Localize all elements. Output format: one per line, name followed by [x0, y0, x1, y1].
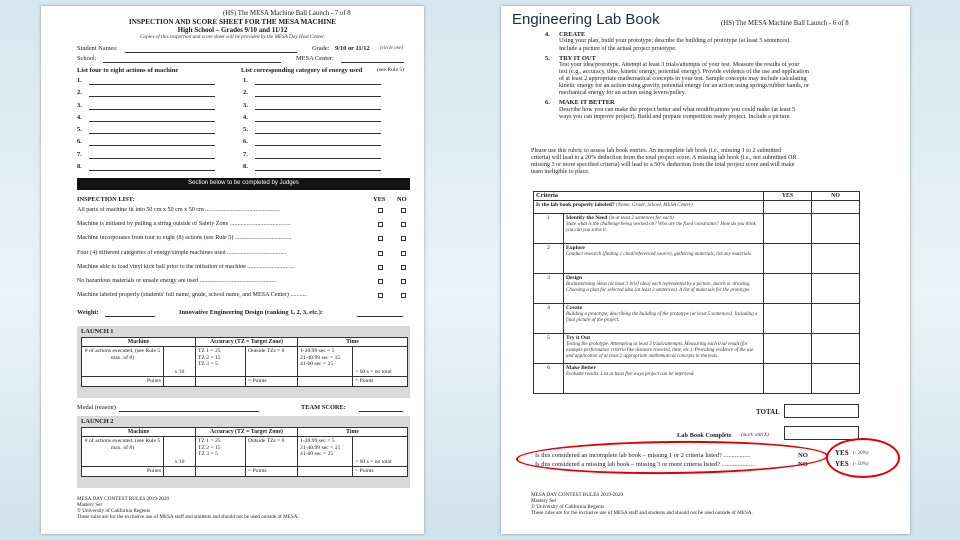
row-number: 7. — [77, 150, 82, 158]
criteria-row-content — [564, 244, 764, 274]
action-line — [89, 133, 215, 134]
inspection-no-checkbox[interactable] — [401, 208, 406, 213]
criteria-row-description: State what is the challenge being worked on? Who are the fixed constraints? How do you think you can you solve it. — [566, 222, 756, 233]
x10-cell: x 10 — [164, 437, 196, 467]
row-number: 5. — [243, 126, 248, 134]
inspection-score-sheet-page — [41, 6, 424, 534]
innovative-design-field — [357, 316, 403, 317]
tz-2: TZ 2 = 15 — [198, 354, 221, 361]
criteria-row-content — [564, 214, 764, 244]
missing-question: Is this considered a missing lab book – missing 3 or more criteria listed? ..................... — [535, 461, 756, 468]
criteria-yes-cell[interactable] — [764, 214, 812, 244]
criteria-row-title: Identify the Need — [566, 215, 608, 222]
total-box — [784, 404, 859, 418]
incomplete-no: NO — [798, 452, 808, 459]
energy-line — [255, 109, 381, 110]
criteria-yes-header: YES — [764, 192, 812, 201]
criteria-no-cell[interactable] — [812, 244, 860, 274]
energy-row — [243, 125, 383, 137]
time-points-entry[interactable] — [298, 467, 353, 476]
medal-field — [119, 411, 259, 412]
sheet-note: Copies of this inspection and score sheet will be provided by the MESA Day Host Center. — [140, 34, 325, 40]
highlight-oval-penalties — [826, 438, 900, 478]
x10-cell: x 10 — [164, 347, 196, 377]
criteria-row-title: Try it Out — [566, 335, 591, 342]
action-line — [89, 96, 215, 97]
incomplete-question: Is this considered an incomplete lab book – missing 1 or 2 criteria listed? ................. — [535, 452, 751, 459]
inspection-yes-checkbox[interactable] — [378, 208, 383, 213]
left-page-header: (HS) The MESA Machine Ball Launch - 7 of 8 — [223, 10, 351, 17]
criteria-row-number: 5 — [534, 334, 564, 364]
criteria-row-content — [564, 364, 764, 394]
step-number: 5. — [545, 54, 550, 62]
accuracy-points-label: = Points — [246, 467, 298, 476]
steps-list — [545, 31, 895, 123]
lab-book-complete-label: Lab Book Complete — [677, 432, 732, 439]
row-number: 7. — [243, 150, 248, 158]
step-title: MAKE IT BETTER — [559, 99, 615, 107]
incomplete-yes: YES — [835, 449, 849, 457]
inspection-yes-checkbox[interactable] — [378, 265, 383, 270]
step-line: ways you can improve project). Build and prepare competition ready project. Include a picture. — [559, 113, 791, 120]
inspection-no-checkbox[interactable] — [401, 293, 406, 298]
row-number: 1. — [243, 77, 248, 84]
time-range-3: 41-60 sec = 25 — [300, 361, 334, 368]
grade-label: Grade: — [312, 45, 330, 52]
energy-line — [255, 121, 381, 122]
energy-row — [243, 137, 383, 149]
inspection-item-text: All parts of machine fit into 50 cm x 50 cm x 50 cm ................................................. — [77, 207, 280, 213]
rubric-line: criteria) will lead to a 20% deduction from the total project score. A missing lab book (i.e., not submitted OR — [531, 155, 797, 162]
inspection-row — [77, 249, 413, 263]
energy-line — [255, 133, 381, 134]
time-range-2: 21-40.99 sec = 15 — [300, 444, 341, 451]
launch-2-table — [81, 427, 408, 477]
rubric-line: Please use this rubric to assess lab book entries. An incomplete lab book (i.e., missing 1 to 2 submitted — [531, 148, 782, 154]
criteria-yes-cell[interactable] — [764, 334, 812, 364]
criteria-row-number: 3 — [534, 274, 564, 304]
energy-row — [243, 76, 383, 88]
energy-line — [255, 158, 381, 159]
right-footer-line-1: MESA DAY CONTEST RULES 2019-2020 — [531, 492, 624, 498]
weight-field — [105, 316, 155, 317]
step-number: 6. — [545, 99, 550, 107]
criteria-row-number: 6 — [534, 364, 564, 394]
left-footer — [77, 496, 299, 520]
criteria-row-description: Evaluate results. List at least five ways project can be improved. — [566, 372, 695, 378]
weight-label: Weight: — [77, 309, 99, 316]
right-page-header: (HS) The MESA Machine Ball Launch - 6 of 8 — [721, 20, 849, 27]
actions-cell: # of actions executed, (see Rule 5 max. of 8) — [82, 437, 164, 467]
energy-row — [243, 113, 383, 125]
step-line: Test your idea/prototype. Attempt at least 3 trials/attempts of your test. Measure the results of your — [559, 62, 800, 68]
rubric-instructions — [531, 148, 891, 176]
inspection-yes-header: YES — [373, 196, 386, 203]
points-label-cell: Points — [82, 467, 164, 476]
criteria-no-header: NO — [812, 192, 860, 201]
row-number: 8. — [243, 163, 248, 171]
missing-no: NO — [798, 461, 808, 468]
launch-1-table — [81, 337, 408, 387]
grade-note: (circle one) — [380, 46, 403, 51]
time-header: Time — [298, 338, 408, 347]
criteria-table — [533, 191, 860, 394]
criteria-no-cell[interactable] — [812, 304, 860, 334]
time-header: Time — [298, 428, 408, 437]
grade-value: 9/10 or 11/12 — [335, 45, 370, 52]
energy-row — [243, 150, 383, 162]
step-line: Describe how you can make the project better and what modifications you could make (at least 5 — [559, 106, 796, 113]
inspection-item-text: Machine labeled properly (students' full name, grade, school name, and MESA Center) ........... — [77, 292, 308, 299]
tz-2: TZ 2 = 15 — [198, 444, 221, 451]
energy-list — [243, 76, 383, 174]
time-over-cell: > 60 s = no total — [353, 347, 408, 377]
criteria-yes-cell[interactable] — [764, 304, 812, 334]
right-footer-line-2: Mastery Set — [531, 498, 556, 504]
tz-3: TZ 3 = 5 — [198, 361, 218, 368]
incomplete-yes-penalty: (- 20%) — [853, 451, 869, 456]
accuracy-points-entry[interactable] — [196, 467, 246, 476]
inspection-row — [77, 263, 413, 277]
criteria-no-cell[interactable] — [812, 364, 860, 394]
outside-tz-cell: Outside TZs = 0 — [246, 347, 298, 377]
inspection-row — [77, 291, 413, 305]
right-footer-line-3: © University of California Regents — [531, 504, 605, 510]
step-line: kinetic energy for an action using gravity, potential energy for an action using springs/rubber bands, or — [559, 83, 810, 90]
labbook-no-cell[interactable] — [812, 201, 860, 214]
tz-cell — [196, 347, 246, 377]
lab-book-complete-note: (mark with X) — [741, 433, 769, 438]
action-row — [77, 76, 217, 88]
student-names-label: Student Names: — [77, 45, 118, 52]
row-number: 5. — [77, 126, 82, 134]
machine-header: Machine — [82, 338, 196, 347]
step-number: 4. — [545, 31, 550, 38]
points-entry-cell[interactable] — [164, 377, 196, 386]
action-row — [77, 137, 217, 149]
team-score-label: TEAM SCORE: — [301, 404, 346, 411]
step-block — [545, 31, 895, 53]
criteria-row-content — [564, 304, 764, 334]
criteria-no-cell[interactable] — [812, 334, 860, 364]
right-footer — [531, 492, 753, 516]
tz-1: TZ 1 = 25 — [198, 348, 221, 355]
energy-row — [243, 88, 383, 100]
energy-line — [255, 96, 381, 97]
labbook-labeled-note: (Name, Grade, School, MESA Center) — [616, 203, 693, 209]
medal-label: Medal (reason) — [77, 404, 116, 411]
inspection-yes-checkbox[interactable] — [378, 293, 383, 298]
accuracy-points-entry[interactable] — [196, 377, 246, 386]
labbook-labeled-text: Is the lab book properly labeled? — [536, 202, 615, 209]
inspection-row — [77, 234, 413, 248]
accuracy-points-label: = Points — [246, 377, 298, 386]
energy-column-header: List corresponding category of energy used — [241, 67, 363, 74]
actions-cell: # of actions executed, (see Rule 5 max. of 8) — [82, 347, 164, 377]
sheet-title: INSPECTION AND SCORE SHEET FOR THE MESA MACHINE — [128, 18, 337, 26]
criteria-yes-cell[interactable] — [764, 244, 812, 274]
inspection-list — [77, 206, 413, 305]
inspection-no-checkbox[interactable] — [401, 222, 406, 227]
student-names-field — [125, 52, 297, 53]
time-range-1: 1-20.99 sec = 5 — [300, 438, 335, 445]
energy-line — [255, 145, 381, 146]
row-number: 1. — [77, 77, 82, 84]
action-line — [89, 145, 215, 146]
time-ranges-cell — [298, 437, 353, 467]
outside-tz-cell: Outside TZs = 0 — [246, 437, 298, 467]
rubric-line: missing 3 or more specified criteria) will lead to a 50% deduction from the total project score and will make — [531, 162, 795, 169]
action-line — [89, 121, 215, 122]
time-range-1: 1-20.99 sec = 5 — [300, 348, 335, 355]
step-block — [545, 55, 895, 98]
innovative-design-label: Innovative Engineering Design (ranking 1, 2, 3, etc.): — [179, 309, 323, 316]
labbook-labeled-row — [534, 201, 764, 214]
step-line: Using your plan, build your prototype; describe the building of prototype (at least 5 sentences). — [559, 38, 791, 45]
step-line: test (e.g., accuracy, time, kinetic energy, potential energy). Provide evidence of the use and application — [559, 69, 809, 76]
rubric-line: team ineligible to place. — [531, 169, 590, 176]
row-number: 2. — [77, 89, 82, 97]
inspection-row — [77, 277, 413, 291]
criteria-yes-cell[interactable] — [764, 274, 812, 304]
step-title: CREATE — [559, 31, 586, 38]
criteria-row-title: Design — [566, 275, 583, 282]
criteria-row-note: (in at least 2 sentences for each) — [608, 216, 674, 222]
row-number: 4. — [77, 113, 82, 121]
left-footer-line-4: These rules are for the exclusive use of MESA staff and students and should not be used outside of MESA. — [77, 514, 299, 520]
inspection-yes-checkbox[interactable] — [378, 236, 383, 241]
action-row — [77, 113, 217, 125]
criteria-no-cell[interactable] — [812, 214, 860, 244]
action-row — [77, 88, 217, 100]
action-line — [89, 84, 215, 85]
launch-2-label: LAUNCH 2 — [81, 418, 114, 425]
energy-row — [243, 101, 383, 113]
row-number: 8. — [77, 163, 82, 171]
criteria-row-description: Conduct research (finding 1 cited/referenced source), gathering materials, list any materials. — [566, 252, 753, 258]
criteria-row-title: Make Better — [566, 365, 596, 372]
points-entry-cell[interactable] — [164, 467, 196, 476]
time-range-3: 41-60 sec = 25 — [300, 451, 334, 458]
inspection-row — [77, 206, 413, 220]
missing-yes: YES — [835, 460, 849, 468]
criteria-row-content — [564, 334, 764, 364]
action-line — [89, 158, 215, 159]
criteria-row-number: 2 — [534, 244, 564, 274]
criteria-no-cell[interactable] — [812, 274, 860, 304]
inspection-yes-checkbox[interactable] — [378, 279, 383, 284]
criteria-row-title: Explore — [566, 245, 585, 252]
labbook-yes-cell[interactable] — [764, 201, 812, 214]
row-number: 3. — [77, 101, 82, 109]
step-block — [545, 99, 895, 121]
inspection-item-text: Machine is initiated by pulling a string outside of Safety Zone ........................................ — [77, 221, 291, 228]
left-footer-line-3: © University of California Regents — [77, 508, 151, 514]
accuracy-header: Accuracy (TZ = Target Zone) — [196, 338, 298, 347]
time-points-entry[interactable] — [298, 377, 353, 386]
left-footer-line-1: MESA DAY CONTEST RULES 2019-2020 — [77, 496, 170, 502]
inspection-no-checkbox[interactable] — [401, 265, 406, 270]
right-footer-line-4: These rules are for the exclusive use of MESA staff and students and should not be used outside of MESA. — [531, 510, 753, 516]
energy-row — [243, 162, 383, 174]
left-footer-line-2: Mastery Set — [77, 502, 102, 508]
launch-1-label: LAUNCH 1 — [81, 328, 114, 335]
step-title: TRY IT OUT — [559, 54, 596, 62]
mesa-center-label: MESA Center: — [296, 55, 334, 62]
tz-cell — [196, 437, 246, 467]
accuracy-header: Accuracy (TZ = Target Zone) — [196, 428, 298, 437]
row-number: 4. — [243, 113, 248, 121]
criteria-yes-cell[interactable] — [764, 364, 812, 394]
inspection-item-text: Four (4) different categories of energy/simple machines used ....................................... — [77, 249, 287, 256]
judges-section-bar: Section below to be completed by Judges — [77, 178, 410, 190]
criteria-row-description: Testing the prototype. Attempting at least 3 trials/attempts. Measuring each trial result (for example performance criteria like distance traveled, time, etc.). Providing evidence of the use and application of at least 2 appropriate mathematical concepts in the tests. — [566, 342, 754, 359]
time-ranges-cell — [298, 347, 353, 377]
tz-3: TZ 3 = 5 — [198, 451, 218, 458]
actions-list — [77, 76, 217, 174]
lab-book-complete-box — [784, 426, 859, 440]
machine-header: Machine — [82, 428, 196, 437]
energy-line — [255, 170, 381, 171]
time-over-cell: > 60 s = no total — [353, 437, 408, 467]
criteria-header: Criteria — [534, 192, 764, 201]
team-score-field — [359, 411, 403, 412]
action-row — [77, 101, 217, 113]
criteria-row-number: 4 — [534, 304, 564, 334]
total-label: TOTAL — [756, 408, 780, 416]
time-points-label: = Points — [353, 467, 408, 476]
action-row — [77, 162, 217, 174]
points-label-cell: Points — [82, 377, 164, 386]
inspection-item-text: No hazardous materials or unsafe energy are used .................................................. — [77, 277, 276, 284]
row-number: 2. — [243, 89, 248, 97]
missing-yes-penalty: (- 50%) — [853, 462, 869, 467]
action-line — [89, 170, 215, 171]
inspection-item-text: Machine able to load vinyl kick ball prior to the initiation of machine ............................... — [77, 263, 295, 270]
inspection-yes-checkbox[interactable] — [378, 222, 383, 227]
criteria-row-description: Brainstorming ideas (at least 3 brief idea) each represented by a picture, sketch or drawing. Choosing a plan for selected idea (at least 3 sentences). A list of materials for the prototype. — [566, 282, 751, 293]
actions-column-header: List four to eight actions of machine — [77, 67, 179, 74]
step-line: mechanical energy for an action using levers/pulley. — [559, 90, 686, 97]
inspection-list-heading: INSPECTION LIST: — [77, 196, 135, 203]
inspection-yes-checkbox[interactable] — [378, 251, 383, 256]
time-range-2: 21-40.99 sec = 15 — [300, 354, 341, 361]
school-field — [103, 62, 281, 63]
row-number: 3. — [243, 101, 248, 109]
action-line — [89, 109, 215, 110]
slide-title: Engineering Lab Book — [509, 11, 663, 29]
criteria-row-title: Create — [566, 305, 583, 312]
step-line: Include a picture of the actual project prototype. — [559, 45, 677, 52]
sheet-subtitle: High School – Grades 9/10 and 11/12 — [177, 26, 288, 34]
energy-line — [255, 84, 381, 85]
inspection-no-checkbox[interactable] — [401, 236, 406, 241]
criteria-row-description: Building a prototype, describing the building of the prototype (at least 5 sentences). Including a final picture of the project. — [566, 312, 758, 323]
row-number: 6. — [77, 138, 82, 146]
criteria-row-number: 1 — [534, 214, 564, 244]
inspection-no-checkbox[interactable] — [401, 279, 406, 284]
inspection-no-header: NO — [397, 196, 407, 203]
time-points-label: = Points — [353, 377, 408, 386]
school-label: School: — [77, 55, 97, 62]
criteria-row-content — [564, 274, 764, 304]
inspection-item-text: Machine incorporates from four to eight (8) actions (see Rule 5) ..................................... — [77, 235, 292, 242]
inspection-row — [77, 220, 413, 234]
mesa-center-field — [341, 62, 404, 63]
inspection-no-checkbox[interactable] — [401, 251, 406, 256]
row-number: 6. — [243, 138, 248, 146]
action-row — [77, 125, 217, 137]
tz-1: TZ 1 = 25 — [198, 438, 221, 445]
energy-column-note: (see Rule 5) — [377, 67, 405, 73]
step-line: of at least 2 appropriate mathematical concepts in your test. Sample concepts may include calculating — [559, 76, 807, 83]
action-row — [77, 150, 217, 162]
